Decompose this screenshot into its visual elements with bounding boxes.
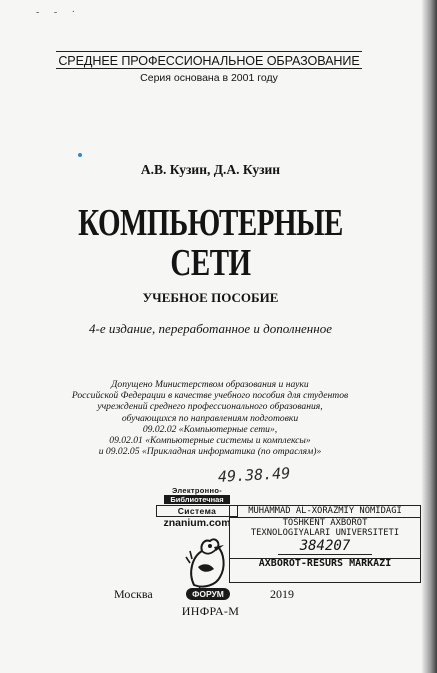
- approval-line: 09.02.02 «Компьютерные сети»,: [142, 423, 278, 435]
- approval-line: и 09.02.05 «Прикладная информатика (по отраслям)»: [98, 446, 322, 458]
- approval-line: Российской Федерации в качестве учебного пособия для студентов: [71, 390, 349, 402]
- stamp-footer: AXBOROT-RESURS MARKAZI: [230, 558, 420, 570]
- publication-city: Москва: [114, 587, 153, 601]
- approval-line: учреждений среднего профессионального образования,: [97, 401, 323, 413]
- series-founded: Серия основана в 2001 году: [140, 72, 278, 84]
- blue-dot-mark: [78, 153, 82, 157]
- authors: А.В. Кузин, Д.А. Кузин: [140, 162, 281, 177]
- book-title-line-2: СЕТИ: [170, 242, 251, 284]
- edition-note: 4-е издание, переработанное и дополненное: [89, 321, 332, 336]
- stamp-line-3: TEXNOLOGIYALARI UNIVERSITETI: [250, 528, 400, 538]
- scan-marks: - - ·: [36, 7, 81, 18]
- book-title-line-1: КОМПЬЮТЕРНЫЕ: [78, 202, 343, 244]
- ebs-logo-line-2: Библиотечная: [164, 495, 230, 504]
- approval-statement: [60, 379, 360, 457]
- forum-logo-label: ФОРУМ: [186, 588, 230, 600]
- stamp-inventory-number: 384207: [278, 539, 372, 555]
- ebs-logo-line-1: Электронно-: [171, 486, 222, 495]
- ebs-logo-line-4: znanium.com: [163, 517, 231, 529]
- znanium-logo: [156, 486, 238, 529]
- publication-year: 2019: [270, 587, 294, 601]
- handwritten-classification-code: 49.38.49: [217, 464, 291, 486]
- stamp-line-2: TOSHKENT AXBOROT: [282, 517, 368, 528]
- approval-line: Допущено Министерством образования и науки: [111, 379, 309, 390]
- publisher: ИНФРА-М: [181, 604, 240, 618]
- approval-line: 09.02.01 «Компьютерные системы и комплексы»: [109, 435, 311, 447]
- stamp-line-1: MUHAMMAD AL-XORAZMIY NOMIDAGI: [230, 506, 420, 518]
- book-subtitle: УЧЕБНОЕ ПОСОБИЕ: [142, 290, 279, 305]
- series-title: СРЕДНЕЕ ПРОФЕССИОНАЛЬНОЕ ОБРАЗОВАНИЕ: [56, 51, 362, 69]
- ebs-logo-line-3: Система: [156, 505, 238, 517]
- page-edge-shadow: [421, 0, 437, 673]
- forum-bird-logo-icon: [184, 533, 230, 593]
- library-stamp: [229, 505, 421, 583]
- approval-line: обучающихся по направлениям подготовки: [121, 412, 299, 424]
